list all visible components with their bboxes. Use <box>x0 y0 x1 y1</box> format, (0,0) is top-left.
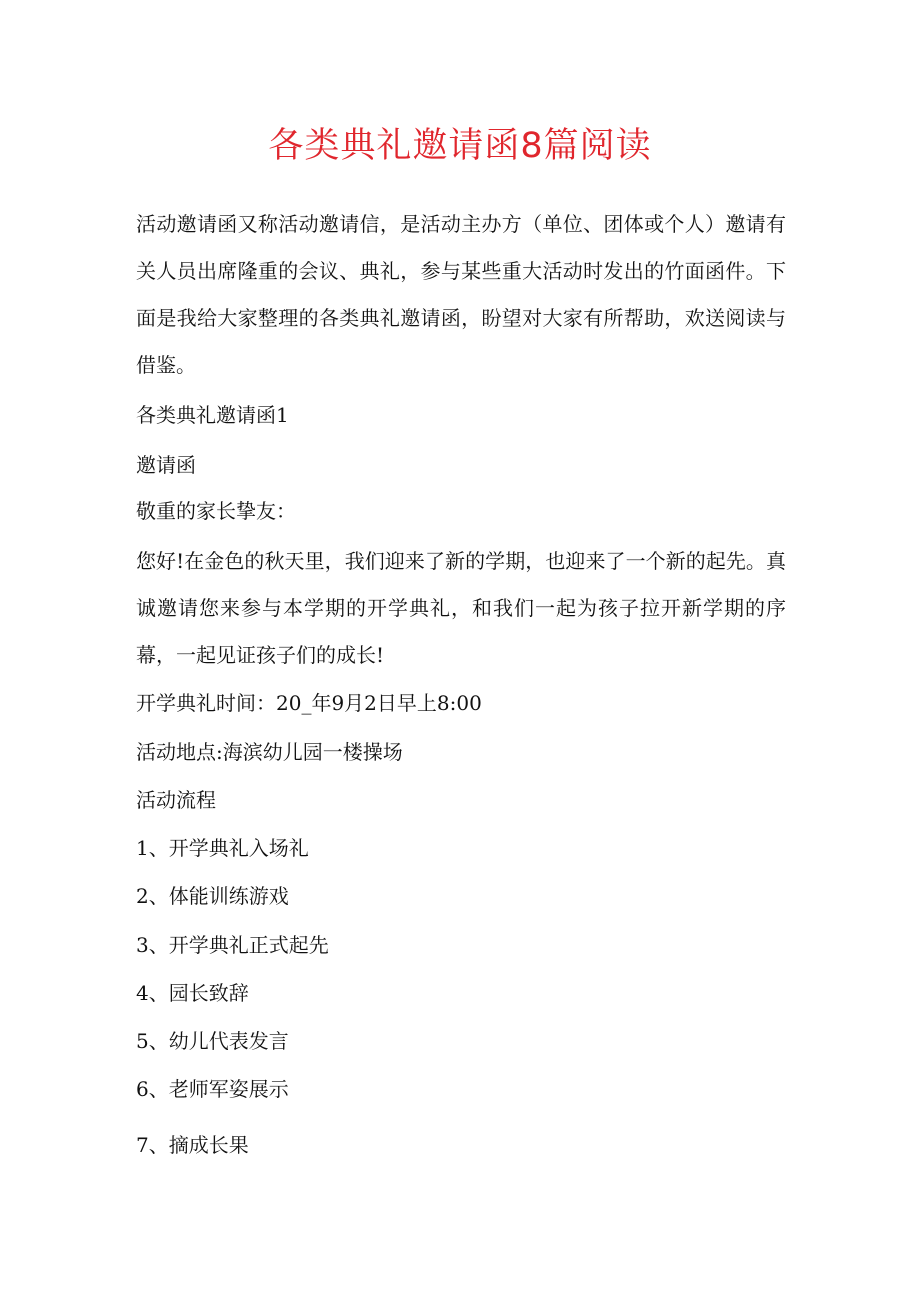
event-location: 活动地点:海滨幼儿园一楼操场 <box>136 740 403 764</box>
program-item: 7、摘成长果 <box>136 1133 249 1157</box>
intro-paragraph: 活动邀请函又称活动邀请信，是活动主办方（单位、团体或个人）邀请有关人员出席隆重的会议、典礼，参与某些重大活动时发出的竹面函件。下面是我给大家整理的各类典礼邀请函，盼望对大家有所帮助，欢送阅读与借鉴。 <box>136 212 786 377</box>
salutation: 敬重的家长挚友： <box>136 499 296 523</box>
letter-body: 您好!在金色的秋天里，我们迎来了新的学期，也迎来了一个新的起先。真诚邀请您来参与本学期的开学典礼，和我们一起为孩子拉开新学期的序幕，一起见证孩子们的成长! <box>136 549 786 667</box>
document-title: 各类典礼邀请函8篇阅读 <box>268 126 652 166</box>
program-item: 1、开学典礼入场礼 <box>136 836 309 860</box>
program-item: 6、老师军姿展示 <box>136 1077 289 1101</box>
section-heading: 各类典礼邀请函1 <box>136 403 289 427</box>
program-item: 5、幼儿代表发言 <box>136 1029 289 1053</box>
ceremony-time: 开学典礼时间：20_年9月2日早上8:00 <box>136 691 482 715</box>
program-heading: 活动流程 <box>136 788 216 812</box>
letter-heading: 邀请函 <box>136 453 196 477</box>
program-item: 2、体能训练游戏 <box>136 884 289 908</box>
program-item: 4、园长致辞 <box>136 981 249 1005</box>
program-item: 3、开学典礼正式起先 <box>136 933 329 957</box>
